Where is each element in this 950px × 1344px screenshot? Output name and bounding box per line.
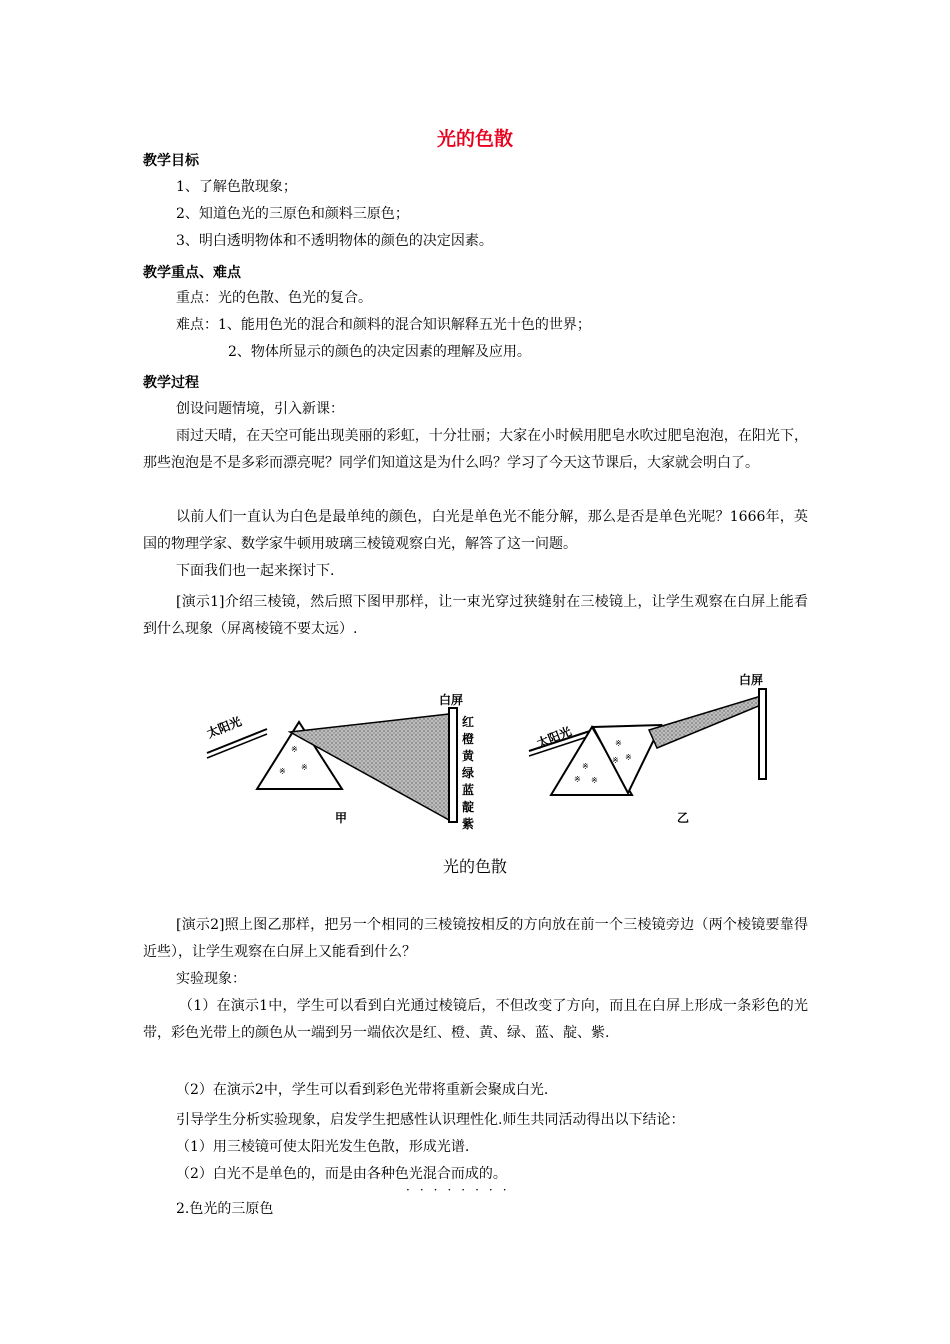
figure-label-b: 乙 [677, 811, 690, 825]
svg-text:※: ※ [279, 767, 286, 776]
guide-text: 引导学生分析实验现象，启发学生把感性认识理性化.师生共同活动得出以下结论： [176, 1112, 685, 1128]
paragraph: 下面我们也一起来探讨下. [176, 563, 335, 579]
screen-label: 白屏 [739, 673, 764, 687]
demo-2-text: [演示2]照上图乙那样，把另一个相同的三棱镜按相反的方向放在前一个三棱镜旁边（两个棱镜要靠得近些），让学生观察在白屏上又能看到什么？ [143, 917, 808, 960]
color-label: 橙 [462, 732, 475, 746]
color-label: 绿 [462, 766, 475, 780]
section-heading-key: 教学重点、难点 [143, 265, 241, 281]
paragraph: 雨过天晴，在天空可能出现美丽的彩虹，十分壮丽；大家在小时候用肥皂水吹过肥皂泡泡，在阳光下，那些泡泡是不是多彩而漂亮呢？同学们知道这是为什么吗？学习了今天这节课后，大家就会明白了。 [143, 428, 808, 471]
svg-text:※: ※ [582, 762, 589, 771]
svg-text:※: ※ [591, 776, 598, 785]
phenomenon-heading: 实验现象： [176, 971, 246, 987]
svg-text:※: ※ [612, 756, 619, 765]
next-section-heading: 2.色光的三原色 [176, 1201, 274, 1217]
sunlight-label: 太阳光 [534, 724, 574, 751]
figure-label-a: 甲 [335, 811, 348, 825]
white-screen [759, 689, 766, 779]
section-heading-process: 教学过程 [143, 375, 199, 391]
white-screen [449, 708, 457, 822]
goal-item: 1、了解色散现象； [176, 179, 297, 195]
intro-text: 创设问题情境，引入新课： [176, 401, 344, 417]
svg-text:※: ※ [615, 739, 622, 748]
conclusion-item: （1）用三棱镜可使太阳光发生色散，形成光谱. [176, 1139, 470, 1155]
screen-label: 白屏 [439, 693, 464, 707]
difficulty-item: 2、物体所显示的颜色的决定因素的理解及应用。 [228, 344, 531, 360]
section-heading-goals: 教学目标 [143, 153, 199, 169]
figure-caption: 光的色散 [442, 857, 507, 876]
recombined-beam [649, 696, 761, 748]
color-label: 紫 [462, 817, 475, 831]
color-label: 红 [462, 715, 475, 729]
demo-1-text: [演示1]介绍三棱镜，然后照下图甲那样，让一束光穿过狭缝射在三棱镜上，让学生观察在白屏上能看到什么现象（屏离棱镜不要太远）. [143, 594, 808, 637]
difficulty-item: 难点：1、能用色光的混合和颜料的混合知识解释五光十色的世界； [176, 317, 591, 333]
page-title: 光的色散 [436, 128, 513, 150]
color-label: 黄 [462, 749, 475, 763]
svg-text:※: ※ [301, 763, 308, 772]
conclusion-item: （2）白光不是单色的，而是由各种色光混合而成的。 [176, 1166, 507, 1182]
phenomenon-item: （2）在演示2中，学生可以看到彩色光带将重新会聚成白光. [176, 1082, 549, 1098]
svg-text:※: ※ [625, 753, 632, 762]
emphasis-dots: ········ [406, 1183, 517, 1197]
svg-text:※: ※ [291, 745, 298, 754]
phenomenon-item: （1）在演示1中，学生可以看到白光通过棱镜后，不但改变了方向，而且在白屏上形成一条彩色的光带，彩色光带上的颜色从一端到另一端依次是红、橙、黄、绿、蓝、靛、紫. [143, 998, 808, 1041]
color-label: 靛 [462, 800, 475, 814]
color-label: 蓝 [462, 783, 475, 797]
goal-item: 2、知道色光的三原色和颜料三原色； [176, 206, 409, 222]
sunlight-label: 太阳光 [204, 714, 244, 741]
figure-b [529, 672, 766, 825]
key-point: 重点：光的色散、色光的复合。 [176, 290, 372, 306]
dispersion-figure [195, 662, 785, 832]
goal-item: 3、明白透明物体和不透明物体的颜色的决定因素。 [176, 233, 493, 249]
figure-a [205, 692, 475, 831]
svg-text:※: ※ [574, 775, 581, 784]
paragraph: 以前人们一直认为白色是最单纯的颜色，白光是单色光不能分解，那么是否是单色光呢？1666年，英国的物理学家、数学家牛顿用玻璃三棱镜观察白光，解答了这一问题。 [143, 509, 808, 552]
